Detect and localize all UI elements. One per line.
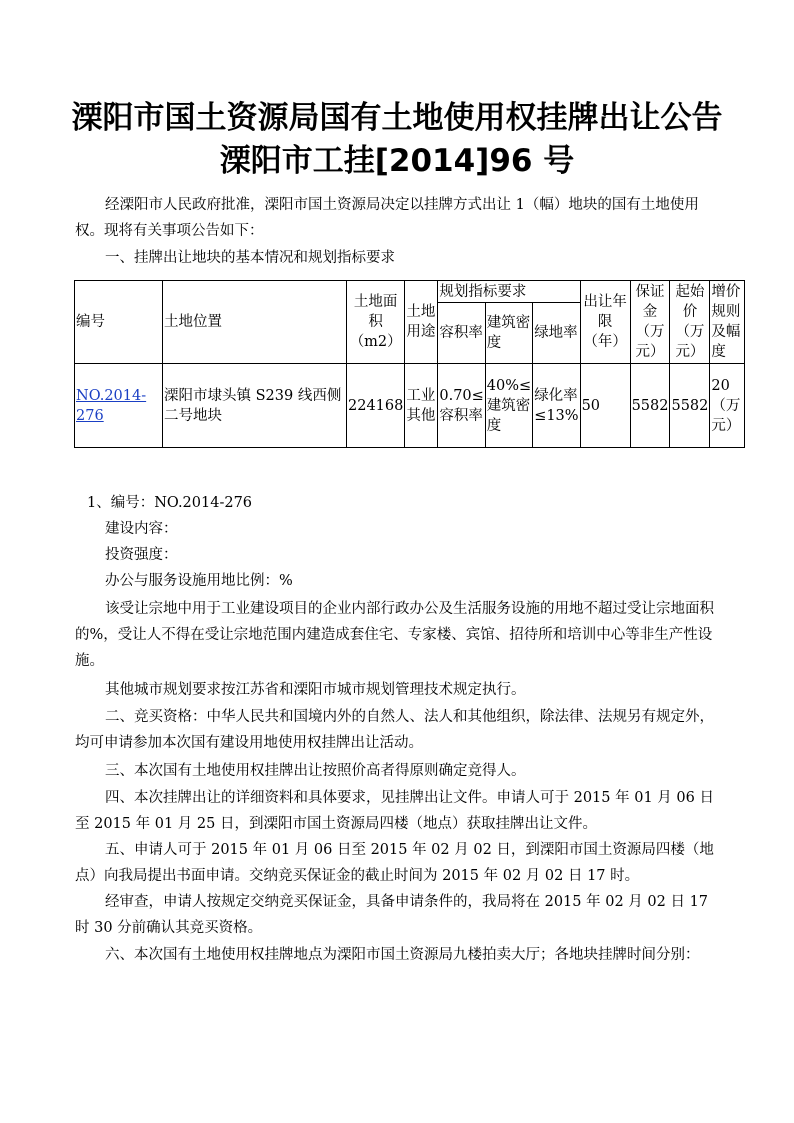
header-use: 土地用途 xyxy=(405,281,438,364)
land-parcel-table xyxy=(74,280,745,448)
header-green: 绿地率 xyxy=(533,303,580,364)
header-deposit: 保证金（万元） xyxy=(630,281,670,364)
intro-paragraph: 经溧阳市人民政府批准，溧阳市国土资源局决定以挂牌方式出让 1（幅）地块的国有土地使用权。现将有关事项公告如下： xyxy=(75,197,699,239)
detail-ratio-description: 该受让宗地中用于工业建设项目的企业内部行政办公及生活服务设施的用地不超过受让宗地面积的%，受让人不得在受让宗地范围内建造成套住宅、专家楼、宾馆、招待所和培训中心等非生产性设施。 xyxy=(75,601,714,669)
cell-location: 溧阳市埭头镇 S239 线西侧二号地块 xyxy=(163,364,347,448)
cell-density: 40%≤建筑密度 xyxy=(485,364,532,448)
header-far: 容积率 xyxy=(438,303,485,364)
section-1-heading: 一、挂牌出让地块的基本情况和规划指标要求 xyxy=(105,250,395,266)
header-increment: 增价规则及幅度 xyxy=(710,281,745,364)
header-planning-group: 规划指标要求 xyxy=(438,281,580,303)
cell-green: 绿化率≤13% xyxy=(533,364,580,448)
header-location: 土地位置 xyxy=(163,281,347,364)
header-density: 建筑密度 xyxy=(485,303,532,364)
parcel-number-link[interactable]: NO.2014-276 xyxy=(76,387,147,424)
cell-area: 224168 xyxy=(347,364,405,448)
cell-deposit: 5582 xyxy=(630,364,670,448)
header-term: 出让年限（年） xyxy=(580,281,630,364)
detail-ratio: 办公与服务设施用地比例：% xyxy=(105,573,293,589)
cell-far: 0.70≤容积率 xyxy=(438,364,485,448)
header-number: 编号 xyxy=(75,281,163,364)
detail-other-requirements: 其他城市规划要求按江苏省和溧阳市城市规划管理技术规定执行。 xyxy=(105,682,526,698)
cell-use: 工业其他 xyxy=(405,364,438,448)
section-2: 二、竞买资格：中华人民共和国境内外的自然人、法人和其他组织，除法律、法规另有规定外，均可申请参加本次国有建设用地使用权挂牌出让活动。 xyxy=(75,709,714,751)
section-6: 六、本次国有土地使用权挂牌地点为溧阳市国土资源局九楼拍卖大厅；各地块挂牌时间分别： xyxy=(105,947,700,963)
header-start-price: 起始价（万元） xyxy=(670,281,710,364)
header-area: 土地面积（m2） xyxy=(347,281,405,364)
section-5-review: 经审查，申请人按规定交纳竞买保证金，具备申请条件的，我局将在 2015 年 02 月 02 日 17 时 30 分前确认其竞买资格。 xyxy=(75,894,709,936)
detail-item-number: 1、编号：NO.2014-276 xyxy=(87,495,253,511)
document-number: 溧阳市工挂[2014]96 号 xyxy=(219,143,575,179)
detail-intensity: 投资强度： xyxy=(105,547,178,563)
page-title: 溧阳市国土资源局国有土地使用权挂牌出让公告 xyxy=(71,100,723,136)
section-5: 五、申请人可于 2015 年 01 月 06 日至 2015 年 02 月 02 日，到溧阳市国土资源局四楼（地点）向我局提出书面申请。交纳竞买保证金的截止时间为 2015 年 02 月 02 日 17 时。 xyxy=(75,842,714,884)
cell-start-price: 5582 xyxy=(670,364,710,448)
cell-term: 50 xyxy=(580,364,630,448)
table-row xyxy=(75,364,745,448)
detail-content: 建设内容： xyxy=(105,521,178,537)
section-3: 三、本次国有土地使用权挂牌出让按照价高者得原则确定竞得人。 xyxy=(105,763,526,779)
cell-increment: 20（万元） xyxy=(710,364,745,448)
section-4: 四、本次挂牌出让的详细资料和具体要求，见挂牌出让文件。申请人可于 2015 年 01 月 06 日至 2015 年 01 月 25 日，到溧阳市国土资源局四楼（地点）获取挂牌出让文件。 xyxy=(75,790,714,832)
